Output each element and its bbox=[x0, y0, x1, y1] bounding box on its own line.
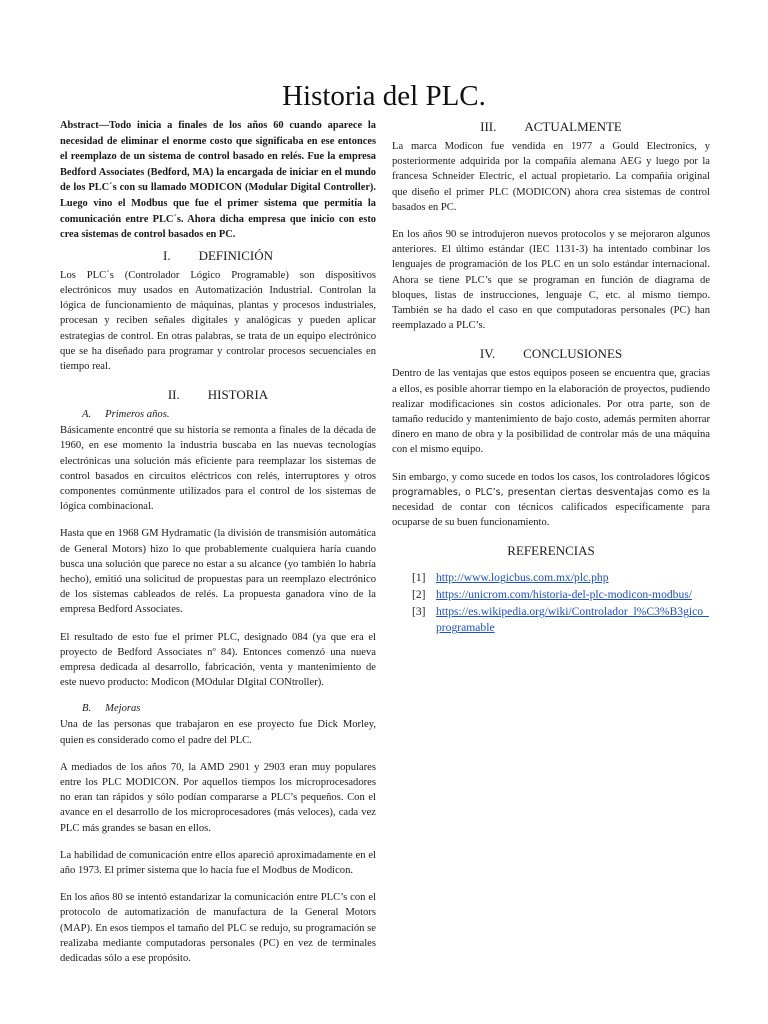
paragraph-part: la necesidad de contar con técnicos calificados específicamente para ocuparse de su buen funcionamiento. bbox=[392, 486, 710, 529]
paragraph: Básicamente encontré que su historia se remonta a finales de la década de 1960, en ese momento la industria buscaba en las nuevas tecnologías electrónicas una solución más eficiente para reemplazar los sistemas de control basados en circuitos eléctricos con relés, interruptores y otros componentes comúnmente utilizados para el control de los sistemas de lógica combinacional. bbox=[60, 425, 376, 513]
abstract: Abstract—Todo inicia a finales de los años 60 cuando aparece la necesidad de eliminar el enorme costo que significaba en ese entonces el reemplazo de un sistema de control basado en relés. Fue la empresa Bedford Associates (Bedford, MA) la encargada de iniciar en el mundo de los PLC´s con su llamado MODICON (Modular Digital Controller). Luego vino el Modbus que fue el primer sistema que permitía la comunicación entre PLC´s. Ahora dicha empresa que inicio con esto crea sistemas de control basados en PC. bbox=[60, 120, 376, 241]
section-title: CONCLUSIONES bbox=[523, 346, 623, 362]
paragraph: En los años 80 se intentó estandarizar la comunicación entre PLC’s con el protocolo de automatización de manufactura de la General Motors (MAP). En esos tiempos el tamaño del PLC se redujo, su programación se realizaba mediante computadoras personales (PC) en vez de terminales dedicadas sólo a ese propósito. bbox=[60, 892, 376, 965]
section-title: DEFINICIÓN bbox=[198, 247, 273, 263]
paragraph: La habilidad de comunicación entre ellos apareció aproximadamente en el año 1973. El primer sistema que lo hacía fue el Modbus de Modicon. bbox=[60, 849, 376, 877]
paragraph-part: Sin embargo, y como sucede en todos los casos, los controladores bbox=[392, 471, 674, 483]
paper-title: Historia del PLC. bbox=[282, 80, 486, 112]
paragraph-part-sans: lógicos programables, o PLC’s, presentan ciertas desventajas como es bbox=[392, 471, 710, 498]
section-number: IV. bbox=[479, 346, 496, 362]
section-heading-actualmente bbox=[392, 118, 710, 136]
paragraph: En los años 90 se introdujeron nuevos protocolos y se mejoraron algunos anteriores. El último estándar (IEC 1131-3) ha intentado combinar los lenguajes de programación de los PLC en un solo estándar internacional. Ahora se tiene PLC’s que se programan en función de diagrama de bloques, listas de instrucciones, lenguaje C, etc. al mismo tiempo. También se ha dado el caso en que computadoras personales (PC) han reemplazado a PLC’s. bbox=[392, 229, 710, 332]
reference-item bbox=[412, 587, 710, 603]
paragraph: La marca Modicon fue vendida en 1977 a Gould Electronics, y posteriormente adquirida por la compañía alemana AEG y luego por la francesa Schneider Electric, el actual propietario. La compañía original que diseño el primer PLC (MODICON) ahora crea sistemas de control basados en PC. bbox=[392, 141, 710, 213]
right-column bbox=[392, 118, 710, 637]
reference-link[interactable]: http://www.logicbus.com.mx/plc.php bbox=[436, 571, 609, 585]
paragraph: A mediados de los años 70, la AMD 2901 y 2903 eran muy populares entre los PLC MODICON. Por aquellos tiempos los microprocesadores no eran tan rápidos y sólo podían compararse a PLC’s pequeños. Con el avance en el desarrollo de los microprocesadores (más veloces), cada vez PLC más grandes se basan en ellos. bbox=[60, 761, 376, 834]
references-heading: REFERENCIAS bbox=[507, 543, 595, 559]
paragraph: Los PLC´s (Controlador Lógico Programable) son dispositivos electrónicos muy usados en Automatización Industrial. Controlan la lógica de funcionamiento de máquinas, plantas y procesos industriales, procesan y reciben señales digitales y analógicas y pueden aplicar estrategias de control. En otras palabras, se trata de un equipo electrónico que se ha diseñado para programar y controlar procesos secuenciales en tiempo real. bbox=[60, 269, 376, 372]
reference-item bbox=[412, 570, 710, 586]
subsection-heading-primeros bbox=[82, 408, 376, 422]
paragraph: Dentro de las ventajas que estos equipos poseen se encuentra que, gracias a ellos, es posible ahorrar tiempo en la elaboración de proyectos, pudiendo realizar modificaciones sin costos adicionales. Por otra parte, son de tamaño reducido y mantenimiento de bajo costo, además permiten ahorrar dinero en mano de obra y la posibilidad de controlar más de una máquina con el mismo equipo. bbox=[392, 368, 710, 456]
reference-number: [3] bbox=[412, 605, 426, 619]
section-heading-conclusiones bbox=[392, 345, 710, 363]
section-heading-historia bbox=[60, 386, 376, 404]
paragraph: Hasta que en 1968 GM Hydramatic (la división de transmisión automática de General Motors) hizo lo que probablemente cualquiera haría cuando busca una solución que parece no estar a su alcance (yo también lo habría hecho), emitió una solicitud de propuestas para un reemplazo electrónico de los sistemas cableados de relés. La propuesta ganadora vino de la empresa Bedford Associates. bbox=[60, 528, 376, 616]
subsection-number: A. bbox=[82, 409, 92, 421]
subsection-number: B. bbox=[82, 703, 92, 715]
section-heading-definicion bbox=[60, 247, 376, 265]
paragraph: Una de las personas que trabajaron en ese proyecto fue Dick Morley, quien es considerado como el padre del PLC. bbox=[60, 719, 376, 746]
reference-number: [2] bbox=[412, 588, 426, 602]
section-title: HISTORIA bbox=[207, 387, 269, 403]
reference-link[interactable]: https://es.wikipedia.org/wiki/Controlador_l%C3%B3gico_programable bbox=[436, 605, 709, 635]
subsection-title: Primeros años. bbox=[105, 409, 170, 421]
section-number: III. bbox=[480, 119, 497, 134]
section-number: I. bbox=[163, 247, 171, 263]
reference-number: [1] bbox=[412, 571, 426, 585]
reference-link[interactable]: https://unicrom.com/historia-del-plc-modicon-modbus/ bbox=[436, 588, 692, 602]
section-title: ACTUALMENTE bbox=[524, 119, 622, 134]
subsection-heading-mejoras bbox=[82, 702, 376, 716]
reference-item bbox=[412, 604, 710, 636]
subsection-title: Mejoras bbox=[105, 703, 141, 715]
left-column bbox=[60, 118, 376, 978]
section-number: II. bbox=[167, 387, 180, 403]
paragraph: El resultado de esto fue el primer PLC, designado 084 (ya que era el proyecto de Bedford Associates nº 84). Entonces comenzó una nueva empresa dedicada al desarrollo, fabricación, venta y mantenimiento de este nuevo producto: Modicon (MOdular DIgital CONtroller). bbox=[60, 631, 376, 689]
paragraph-mixed-font bbox=[392, 470, 710, 531]
